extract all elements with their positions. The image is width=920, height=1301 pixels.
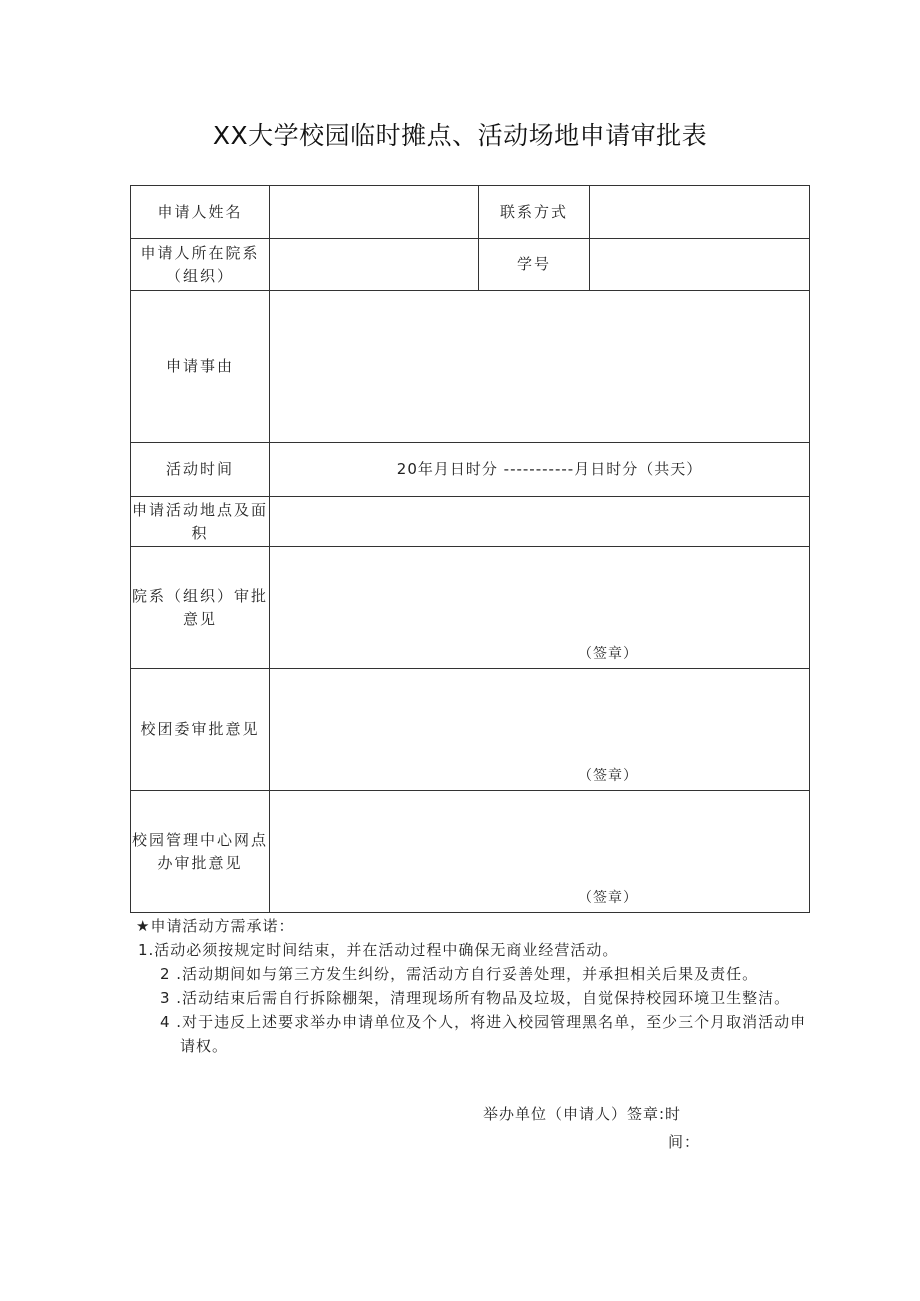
- reason-label: 申请事由: [131, 291, 270, 443]
- row-league-approval: [131, 669, 810, 791]
- application-form-table: [130, 185, 810, 913]
- contact-field[interactable]: [590, 186, 810, 239]
- page-title: XX大学校园临时摊点、活动场地申请审批表: [212, 121, 708, 150]
- time-label: 活动时间: [131, 443, 270, 497]
- note-item-3: 3 .活动结束后需自行拆除棚架，清理现场所有物品及垃圾，自觉保持校园环境卫生整洁。: [160, 989, 791, 1007]
- location-field[interactable]: [270, 497, 810, 547]
- contact-label: 联系方式: [479, 186, 590, 239]
- notes-heading: ★申请活动方需承诺：: [136, 917, 295, 935]
- row-time: [131, 443, 810, 497]
- student-id-field[interactable]: [590, 239, 810, 291]
- applicant-name-field[interactable]: [270, 186, 479, 239]
- applicant-name-label: 申请人姓名: [131, 186, 270, 239]
- row-dept-approval: [131, 547, 810, 669]
- student-id-label: 学号: [479, 239, 590, 291]
- note-item-1: 1.活动必须按规定时间结束，并在活动过程中确保无商业经营活动。: [138, 941, 619, 959]
- commitment-notes: [136, 914, 816, 1058]
- dept-approval-label: 院系（组织）审批意见: [131, 547, 270, 669]
- department-label: 申请人所在院系（组织）: [131, 239, 270, 291]
- signature-line: 举办单位（申请人）签章:时: [483, 1105, 682, 1123]
- league-approval-field[interactable]: [270, 669, 810, 791]
- row-applicant-name: [131, 186, 810, 239]
- row-reason: [131, 291, 810, 443]
- row-location: [131, 497, 810, 547]
- league-seal-text: （签章）: [578, 768, 638, 784]
- reason-field[interactable]: [270, 291, 810, 443]
- row-department: [131, 239, 810, 291]
- note-item-4: 4 .对于违反上述要求举办申请单位及个人，将进入校园管理黑名单，至少三个月取消活动申请权。: [160, 1013, 807, 1055]
- center-approval-label: 校园管理中心网点办审批意见: [131, 791, 270, 913]
- league-approval-label: 校团委审批意见: [131, 669, 270, 791]
- dept-seal-text: （签章）: [578, 646, 638, 662]
- time-field[interactable]: [270, 443, 810, 497]
- time-line: 间：: [668, 1133, 701, 1151]
- center-seal-text: （签章）: [578, 890, 638, 906]
- dept-approval-field[interactable]: [270, 547, 810, 669]
- center-approval-field[interactable]: [270, 791, 810, 913]
- row-center-approval: [131, 791, 810, 913]
- location-label: 申请活动地点及面积: [131, 497, 270, 547]
- time-value: 20年月日时分 -----------月日时分（共天）: [396, 460, 703, 478]
- department-field[interactable]: [270, 239, 479, 291]
- note-item-2: 2 .活动期间如与第三方发生纠纷，需活动方自行妥善处理，并承担相关后果及责任。: [160, 965, 759, 983]
